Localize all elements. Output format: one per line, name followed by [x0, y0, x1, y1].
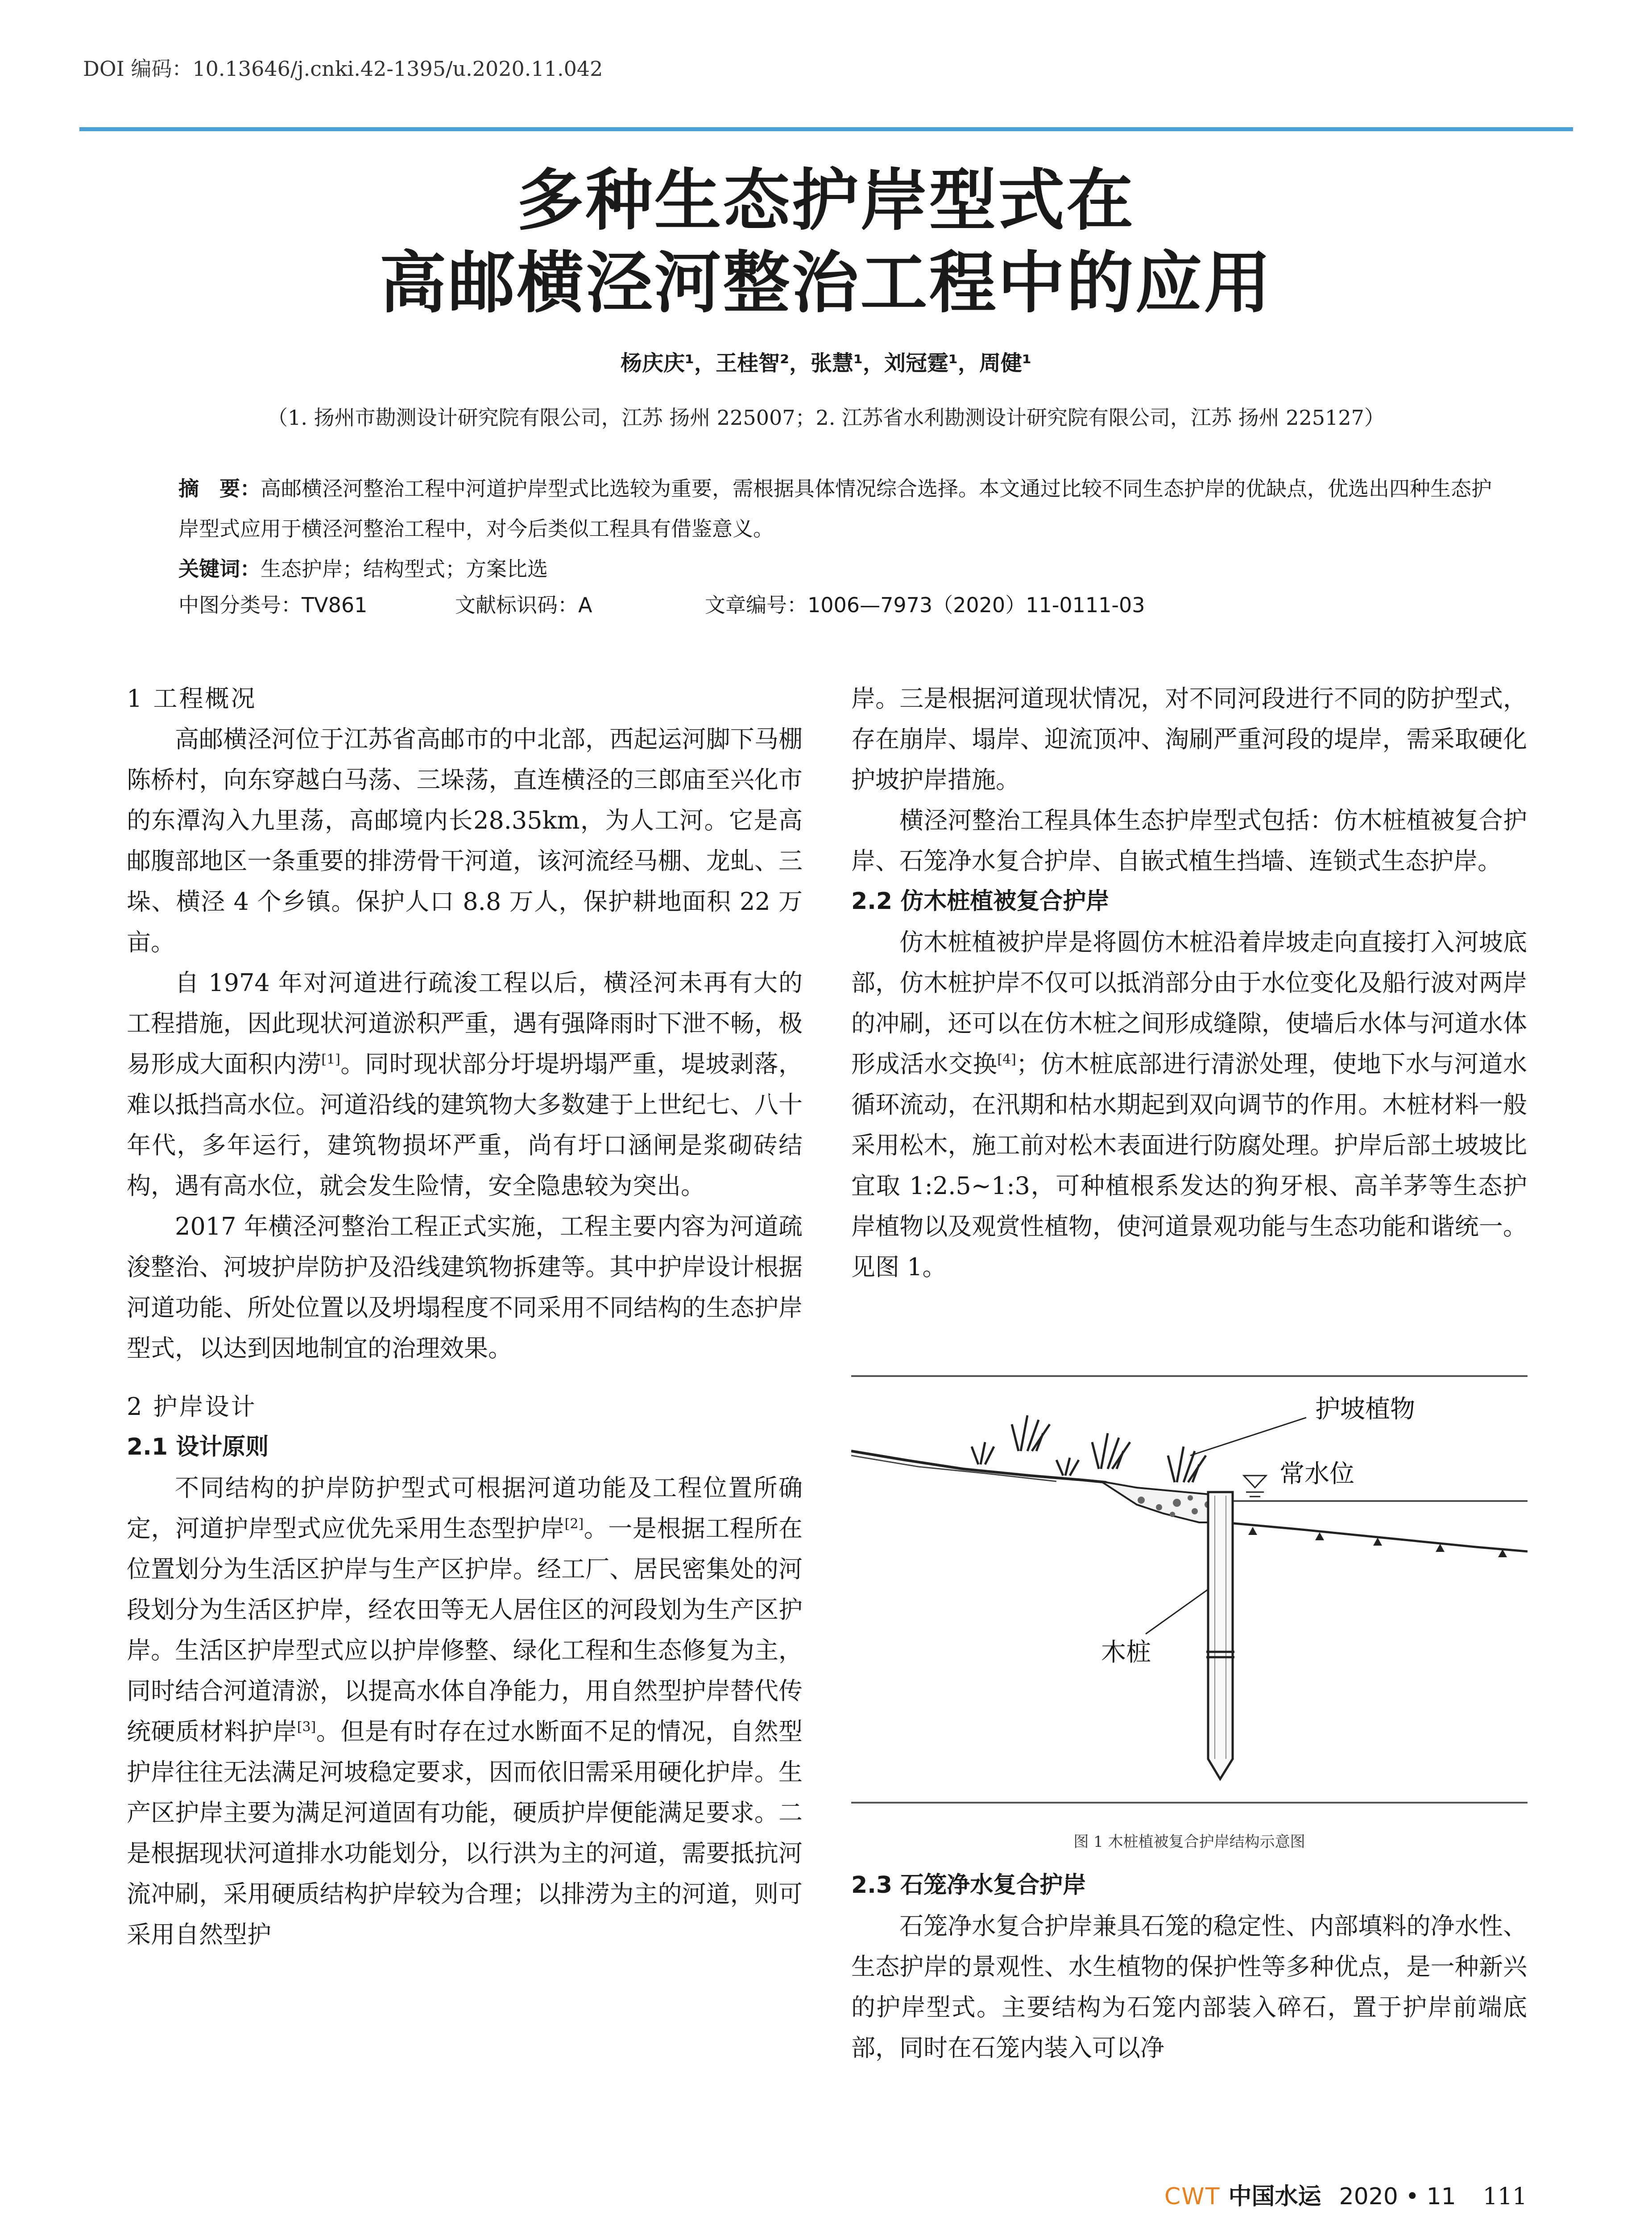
plants-leader: [1190, 1418, 1306, 1456]
footer-journal: 中国水运: [1228, 2183, 1321, 2210]
doi-line: DOI 编码：10.13646/j.cnki.42-1395/u.2020.11.042: [83, 57, 603, 81]
soil-wedge: [1101, 1481, 1224, 1522]
footer-brand: CWT: [1164, 2183, 1221, 2210]
paper-title-line-2: 高邮横泾河整治工程中的应用: [379, 245, 1273, 322]
header-rule: [79, 127, 1573, 131]
paragraph: 岸。三是根据河道现状情况，对不同河段进行不同的防护型式，存在崩岸、塌岸、迎流顶冲、淘刷严重河段的堤岸，需采取硬化护坡护岸措施。: [851, 684, 1527, 794]
water-level-symbol: [1244, 1476, 1266, 1488]
citation: [4]: [997, 1052, 1016, 1067]
bed-ticks: [1248, 1527, 1507, 1557]
right-column: [851, 678, 1527, 1287]
figure-caption: 图 1 木桩植被复合护岸结构示意图: [1073, 1833, 1305, 1851]
pile-leader: [1146, 1589, 1208, 1634]
keywords-label: 关键词：: [178, 557, 261, 581]
paragraph: 仿木桩植被护岸是将圆仿木桩沿着岸坡走向直接打入河坡底部，仿木桩护岸不仅可以抵消部分由于水位变化及船行波对两岸的冲刷，还可以在仿木桩之间形成缝隙，使墙后水体与河道水体形成活水交换[4]；仿木桩底部进行清淤处理，使地下水与河道水循环流动，在汛期和枯水期起到双向调节的作用。木桩材料一般采用松木，施工前对松木表面进行防腐处理。护岸后部土坡坡比宜取 1:2.5~1:3，可种植根系发达的狗牙根、高羊茅等生态护岸植物以及观赏性植物，使河道景观功能与生态功能和谐统一。见图 1。: [851, 928, 1528, 1281]
figure-bottom-rule: [851, 1802, 1528, 1804]
page-footer: [1164, 2177, 1527, 2211]
document-code: 文献标识码：A: [455, 593, 592, 617]
article-number: 文章编号：1006—7973（2020）11-0111-03: [705, 593, 1145, 617]
section-2-heading: 2 护岸设计: [127, 1393, 257, 1421]
paragraph: 不同结构的护岸防护型式可根据河道功能及工程位置所确定，河道护岸型式应优先采用生态型护岸[2]。一是根据工程所在位置划分为生活区护岸与生产区护岸。经工厂、居民密集处的河段划分为生活区护岸，经农田等无人居住区的河段划为生产区护岸。生活区护岸型式应以护岸修整、绿化工程和生态修复为主，同时结合河道清淤，以提高水体自净能力，用自然型护岸替代传统硬质材料护岸[3]。但是有时存在过水断面不足的情况，自然型护岸往往无法满足河坡稳定要求，因而依旧需采用硬化护岸。生产区护岸主要为满足河道固有功能，硬质护岸便能满足要求。二是根据现状河道排水功能划分，以行洪为主的河道，需要抵抗河流冲刷，采用硬质结构护岸较为合理；以排涝为主的河道，则可采用自然型护: [127, 1474, 803, 1949]
paragraph: 石笼净水复合护岸兼具石笼的稳定性、内部填料的净水性、生态护岸的景观性、水生植物的保护性等多种优点，是一种新兴的护岸型式。主要结构为石笼内部装入碎石，置于护岸前端底部，同时在石笼内装入可以净: [851, 1912, 1527, 2062]
right-column-lower: [851, 1865, 1527, 2068]
keywords: [178, 549, 1499, 589]
keywords-text: 生态护岸；结构型式；方案比选: [261, 557, 548, 581]
footer-issue: 2020 • 11: [1339, 2183, 1456, 2210]
paragraph: 高邮横泾河位于江苏省高邮市的中北部，西起运河脚下马棚陈桥村，向东穿越白马荡、三垛荡，直连横泾的三郎庙至兴化市的东潭沟入九里荡，高邮境内长28.35km，为人工河。它是高邮腹部地区一条重要的排涝骨干河道，该河流经马棚、龙虬、三垛、横泾 4 个乡镇。保护人口 8.8 万人，保护耕地面积 22 万亩。: [127, 725, 803, 956]
section-2-2-heading: 2.2 仿木桩植被复合护岸: [851, 888, 1110, 915]
paragraph: 2017 年横泾河整治工程正式实施，工程主要内容为河道疏浚整治、河坡护岸防护及沿线建筑物拆建等。其中护岸设计根据河道功能、所处位置以及坍塌程度不同采用不同结构的生态护岸型式，以达到因地制宜的治理效果。: [127, 1212, 803, 1362]
section-2-3-heading: 2.3 石笼净水复合护岸: [851, 1872, 1086, 1899]
classification-line: [178, 589, 1145, 618]
paper-title-line-1: 多种生态护岸型式在: [517, 162, 1135, 240]
label-pile: 木桩: [1101, 1638, 1151, 1667]
page-number: 111: [1482, 2183, 1528, 2210]
wooden-pile: [1208, 1492, 1233, 1779]
citation: [2]: [564, 1516, 584, 1532]
label-plants: 护坡植物: [1315, 1395, 1415, 1424]
figure-1-diagram: [851, 1375, 1528, 1804]
author-list: 杨庆庆¹，王桂智²，张慧¹，刘冠霆¹，周健¹: [620, 351, 1032, 376]
left-column: [127, 678, 803, 1955]
citation: [1]: [321, 1052, 340, 1067]
river-bed: [1224, 1522, 1528, 1551]
citation: [3]: [297, 1719, 316, 1735]
abstract-text: 高邮横泾河整治工程中河道护岸型式比选较为重要，需根据具体情况综合选择。本文通过比较不同生态护岸的优缺点，优选出四种生态护岸型式应用于横泾河整治工程中，对今后类似工程具有借鉴意义。: [178, 477, 1492, 541]
paragraph: 横泾河整治工程具体生态护岸型式包括：仿木桩植被复合护岸、石笼净水复合护岸、自嵌式植生挡墙、连锁式生态护岸。: [851, 806, 1527, 875]
paragraph: 自 1974 年对河道进行疏浚工程以后，横泾河未再有大的工程措施，因此现状河道淤积严重，遇有强降雨时下泄不畅，极易形成大面积内涝[1]。同时现状部分圩堤坍塌严重，堤坡剥落，难以抵挡高水位。河道沿线的建筑物大多数建于上世纪七、八十年代，多年运行，建筑物损坏严重，尚有圩口涵闸是浆砌砖结构，遇有高水位，就会发生险情，安全隐患较为突出。: [127, 969, 803, 1200]
abstract: [178, 469, 1499, 549]
abstract-label: 摘 要：: [178, 477, 261, 501]
section-1-heading: 1 工程概况: [127, 684, 257, 713]
section-2-1-heading: 2.1 设计原则: [127, 1434, 269, 1460]
label-water: 常水位: [1279, 1460, 1354, 1489]
affiliations: （1. 扬州市勘测设计研究院有限公司，江苏 扬州 225007；2. 江苏省水利勘测设计研究院有限公司，江苏 扬州 225127）: [267, 406, 1385, 430]
clc-number: 中图分类号：TV861: [178, 593, 368, 617]
